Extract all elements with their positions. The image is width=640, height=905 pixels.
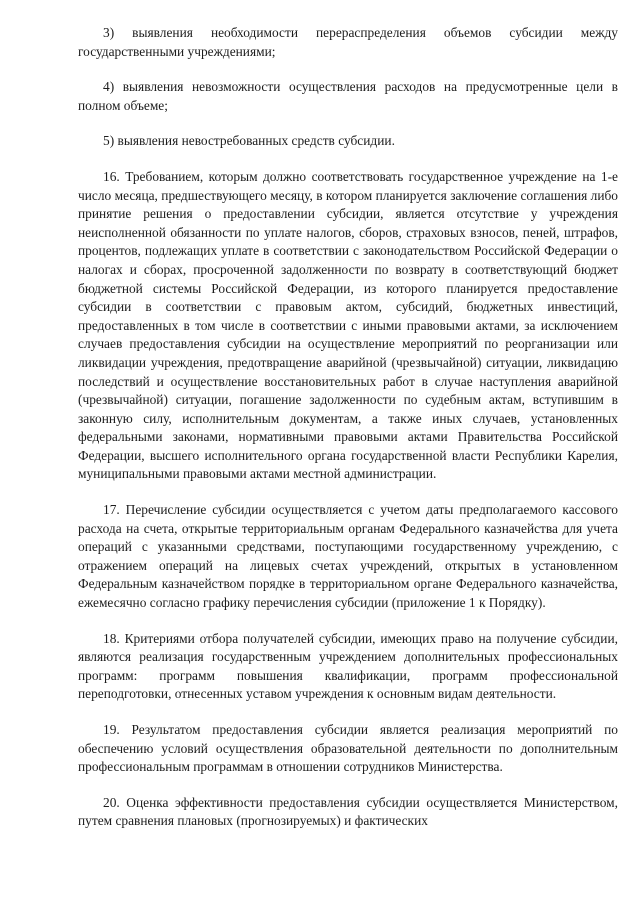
paragraph-18: 18. Критериями отбора получателей субсидии, имеющих право на получение субсидии, являются реализация государственным учреждением дополнительных профессиональных программ: программ повышения квалификации, программ профессиональной переподготовки, отнесенных уставом учреждения к основным видам деятельности. — [78, 630, 618, 702]
paragraph-17: 17. Перечисление субсидии осуществляется с учетом даты предполагаемого кассового расхода на счета, открытые территориальным органам Федерального казначейства для учета операций с указанными средствами, поступающими государственному учреждению, с отражением операций на лицевых счетах учреждений, открытых в установленном Федеральным казначейством порядке в территориальном органе Федерального казначейства, ежемесячно согласно графику перечисления субсидии (приложение 1 к Порядку). — [78, 502, 618, 611]
paragraph-item-5: 5) выявления невостребованных средств субсидии. — [103, 133, 395, 149]
paragraph-19: 19. Результатом предоставления субсидии является реализация мероприятий по обеспечению условий осуществления образовательной деятельности по дополнительным профессиональным программам в отношении сотрудников Министерства. — [78, 722, 618, 775]
paragraph-20: 20. Оценка эффективности предоставления субсидии осуществляется Министерством, путем сравнения плановых (прогнозируемых) и фактических — [78, 794, 618, 829]
paragraph-16: 16. Требованием, которым должно соответствовать государственное учреждение на 1-е число месяца, предшествующего месяцу, в котором планируется заключение соглашения либо принятие решения о предоставлении субсидии, является отсутствие у учреждения неисполненной обязанности по уплате налогов, сборов, страховых взносов, пеней, штрафов, процентов, подлежащих уплате в соответствии с законодательством Российской Федерации о налогах и сборах, просроченной задолженности по возврату в соответствующий бюджет бюджетной системы Российской Федерации, из которого планируется предоставление субсидии в соответствии с правовым актом, субсидий, бюджетных инвестиций, предоставленных в том числе в соответствии с иными правовыми актами, за исключением случаев предоставления субсидии на осуществление мероприятий по реорганизации или ликвидации учреждения, предотвращение аварийной (чрезвычайной) ситуации, ликвидацию последствий и осуществление восстановительных работ в случае наступления аварийной (чрезвычайной) ситуации, погашение задолженности по судебным актам, вступившим в законную силу, исполнительным документам, а также иных случаев, установленных федеральными законами, нормативными правовыми актами Правительства Российской Федерации, высшего исполнительного органа государственной власти Республики Карелия, муниципальными правовыми актами местной администрации. — [78, 168, 618, 482]
paragraph-item-4: 4) выявления невозможности осуществления расходов на предусмотренные цели в полном объеме; — [78, 79, 618, 113]
paragraph-item-3: 3) выявления необходимости перераспределения объемов субсидии между государственными учреждениями; — [78, 25, 618, 59]
